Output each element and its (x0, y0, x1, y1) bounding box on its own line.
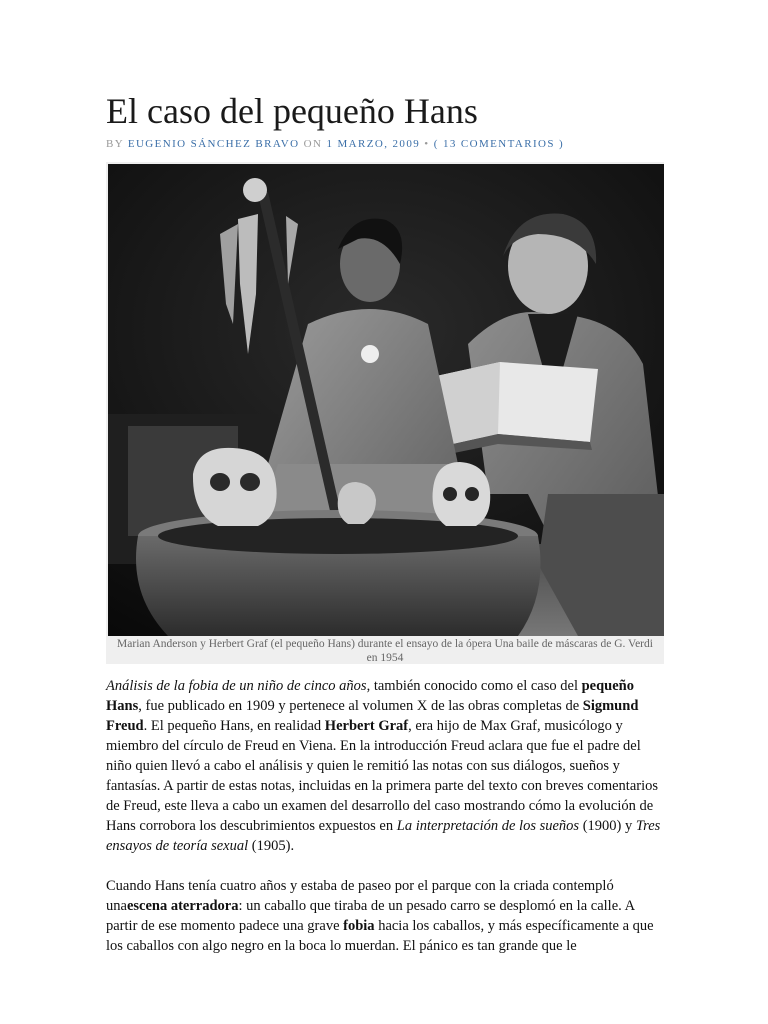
p1-span-12: (1905). (248, 838, 295, 854)
author-link[interactable]: EUGENIO SÁNCHEZ BRAVO (127, 138, 300, 150)
article-photo (108, 164, 664, 636)
p1-span-10: (1900) y (579, 818, 636, 834)
paragraph-2 (106, 876, 662, 956)
photo-frame (106, 162, 664, 637)
article-body (106, 676, 662, 976)
p2-span-2: escena aterradora (126, 898, 239, 914)
date-link[interactable]: 1 MARZO, 2009 (326, 138, 421, 150)
p2-span-3: : un caballo que tiraba de un pesado carro se desplomó en la calle. A partir de ese momento padece una grave (106, 898, 635, 934)
byline-separator: • (424, 138, 430, 150)
p1-span-6: . El pequeño Hans, en realidad (143, 718, 325, 734)
p1-span-8: , era hijo de Max Graf, musicólogo y miembro del círculo de Freud en Viena. En la introducción Freud aclara que fue el padre del niño quien llevó a cabo el análisis y quien le remitió las notas con sus diálogos, sueños y fantasías. A partir de estas notas, incluidas en la primera parte del texto con breves comentarios de Freud, este lleva a cabo un examen del desarrollo del caso mostrando cómo la evolución de Hans corrobora los descubrimientos expuestos en (106, 718, 659, 834)
p1-span-7: Herbert Graf (324, 718, 409, 734)
p1-span-3: pequeño Hans (106, 678, 634, 714)
article-figure (106, 162, 664, 664)
p1-span-2: , también conocido como el caso del (366, 678, 582, 694)
page-title: El caso del pequeño Hans (106, 91, 478, 131)
byline-on: ON (303, 138, 323, 150)
paren-open: ( (433, 138, 439, 150)
byline-by: BY (106, 138, 124, 150)
p1-span-5: Sigmund Freud (106, 698, 639, 734)
p1-span-11: Tres ensayos de teoría sexual (106, 818, 661, 854)
paragraph-1 (106, 676, 662, 856)
p1-span-4: , fue publicado en 1909 y pertenece al volumen X de las obras completas de (138, 698, 583, 714)
comments-link[interactable]: 13 COMENTARIOS (442, 138, 555, 150)
p2-span-1: Cuando Hans tenía cuatro años y estaba de paseo por el parque con la criada contempló una (106, 878, 614, 914)
byline (106, 138, 564, 150)
p2-span-4: fobia (343, 918, 375, 934)
figure-caption: Marian Anderson y Herbert Graf (el pequeño Hans) durante el ensayo de la ópera Una baile de máscaras de G. Verdi en 1954 (117, 638, 653, 664)
p2-span-5: hacia los caballos, y más específicamente a que los caballos con algo negro en la boca lo muerdan. El pánico es tan grande que le (106, 918, 654, 954)
p1-span-9: La interpretación de los sueños (396, 818, 580, 834)
p1-span-1: Análisis de la fobia de un niño de cinco años (106, 678, 367, 694)
paren-close: ) (559, 138, 565, 150)
